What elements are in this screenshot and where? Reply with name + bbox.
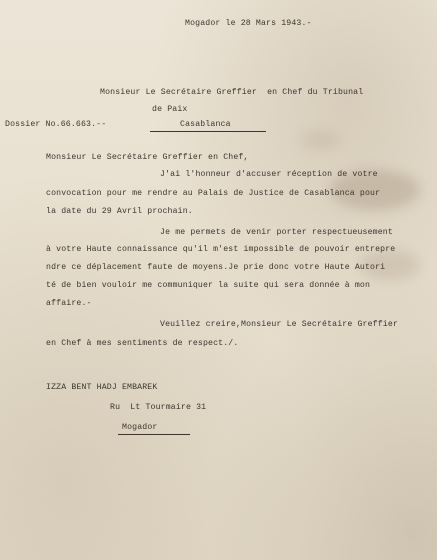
sender-name: IZZA BENT HADJ EMBAREK — [46, 383, 158, 392]
recipient-line-1: Monsieur Le Secrétaire Greffier en Chef du Tribunal — [100, 88, 364, 97]
recipient-line-2: de Paix — [152, 105, 188, 114]
recipient-city-underline — [150, 131, 266, 132]
sender-city: Mogador — [122, 423, 158, 432]
body-line: affaire.- — [46, 299, 92, 308]
body-line: la date du 29 Avril prochain. — [46, 207, 193, 216]
salutation: Monsieur Le Secrétaire Greffier en Chef, — [46, 153, 249, 162]
body-line: J'ai l'honneur d'accuser réception de votre — [160, 170, 378, 179]
body-line: té de bien vouloir me communiquer la suite qui sera donnée à mon — [46, 281, 371, 290]
date-line: Mogador le 28 Mars 1943.- — [185, 19, 312, 28]
body-line: convocation pour me rendre au Palais de Justice de Casablanca pour — [46, 189, 381, 198]
dossier-number: Dossier No.66.663.-- — [5, 120, 107, 129]
body-line: ndre ce déplacement faute de moyens.Je prie donc votre Haute Autori — [46, 263, 386, 272]
recipient-city: Casablanca — [180, 120, 231, 129]
paper-stain — [300, 130, 340, 150]
body-line: en Chef à mes sentiments de respect./. — [46, 339, 239, 348]
body-line: à votre Haute connaissance qu'il m'est impossible de pouvoir entrepre — [46, 245, 396, 254]
body-line: Veuillez creire,Monsieur Le Secrétaire Greffier — [160, 320, 398, 329]
sender-city-underline — [118, 434, 190, 435]
body-line: Je me permets de venir porter respectueusement — [160, 228, 393, 237]
sender-address: Ru Lt Tourmaire 31 — [110, 403, 207, 412]
